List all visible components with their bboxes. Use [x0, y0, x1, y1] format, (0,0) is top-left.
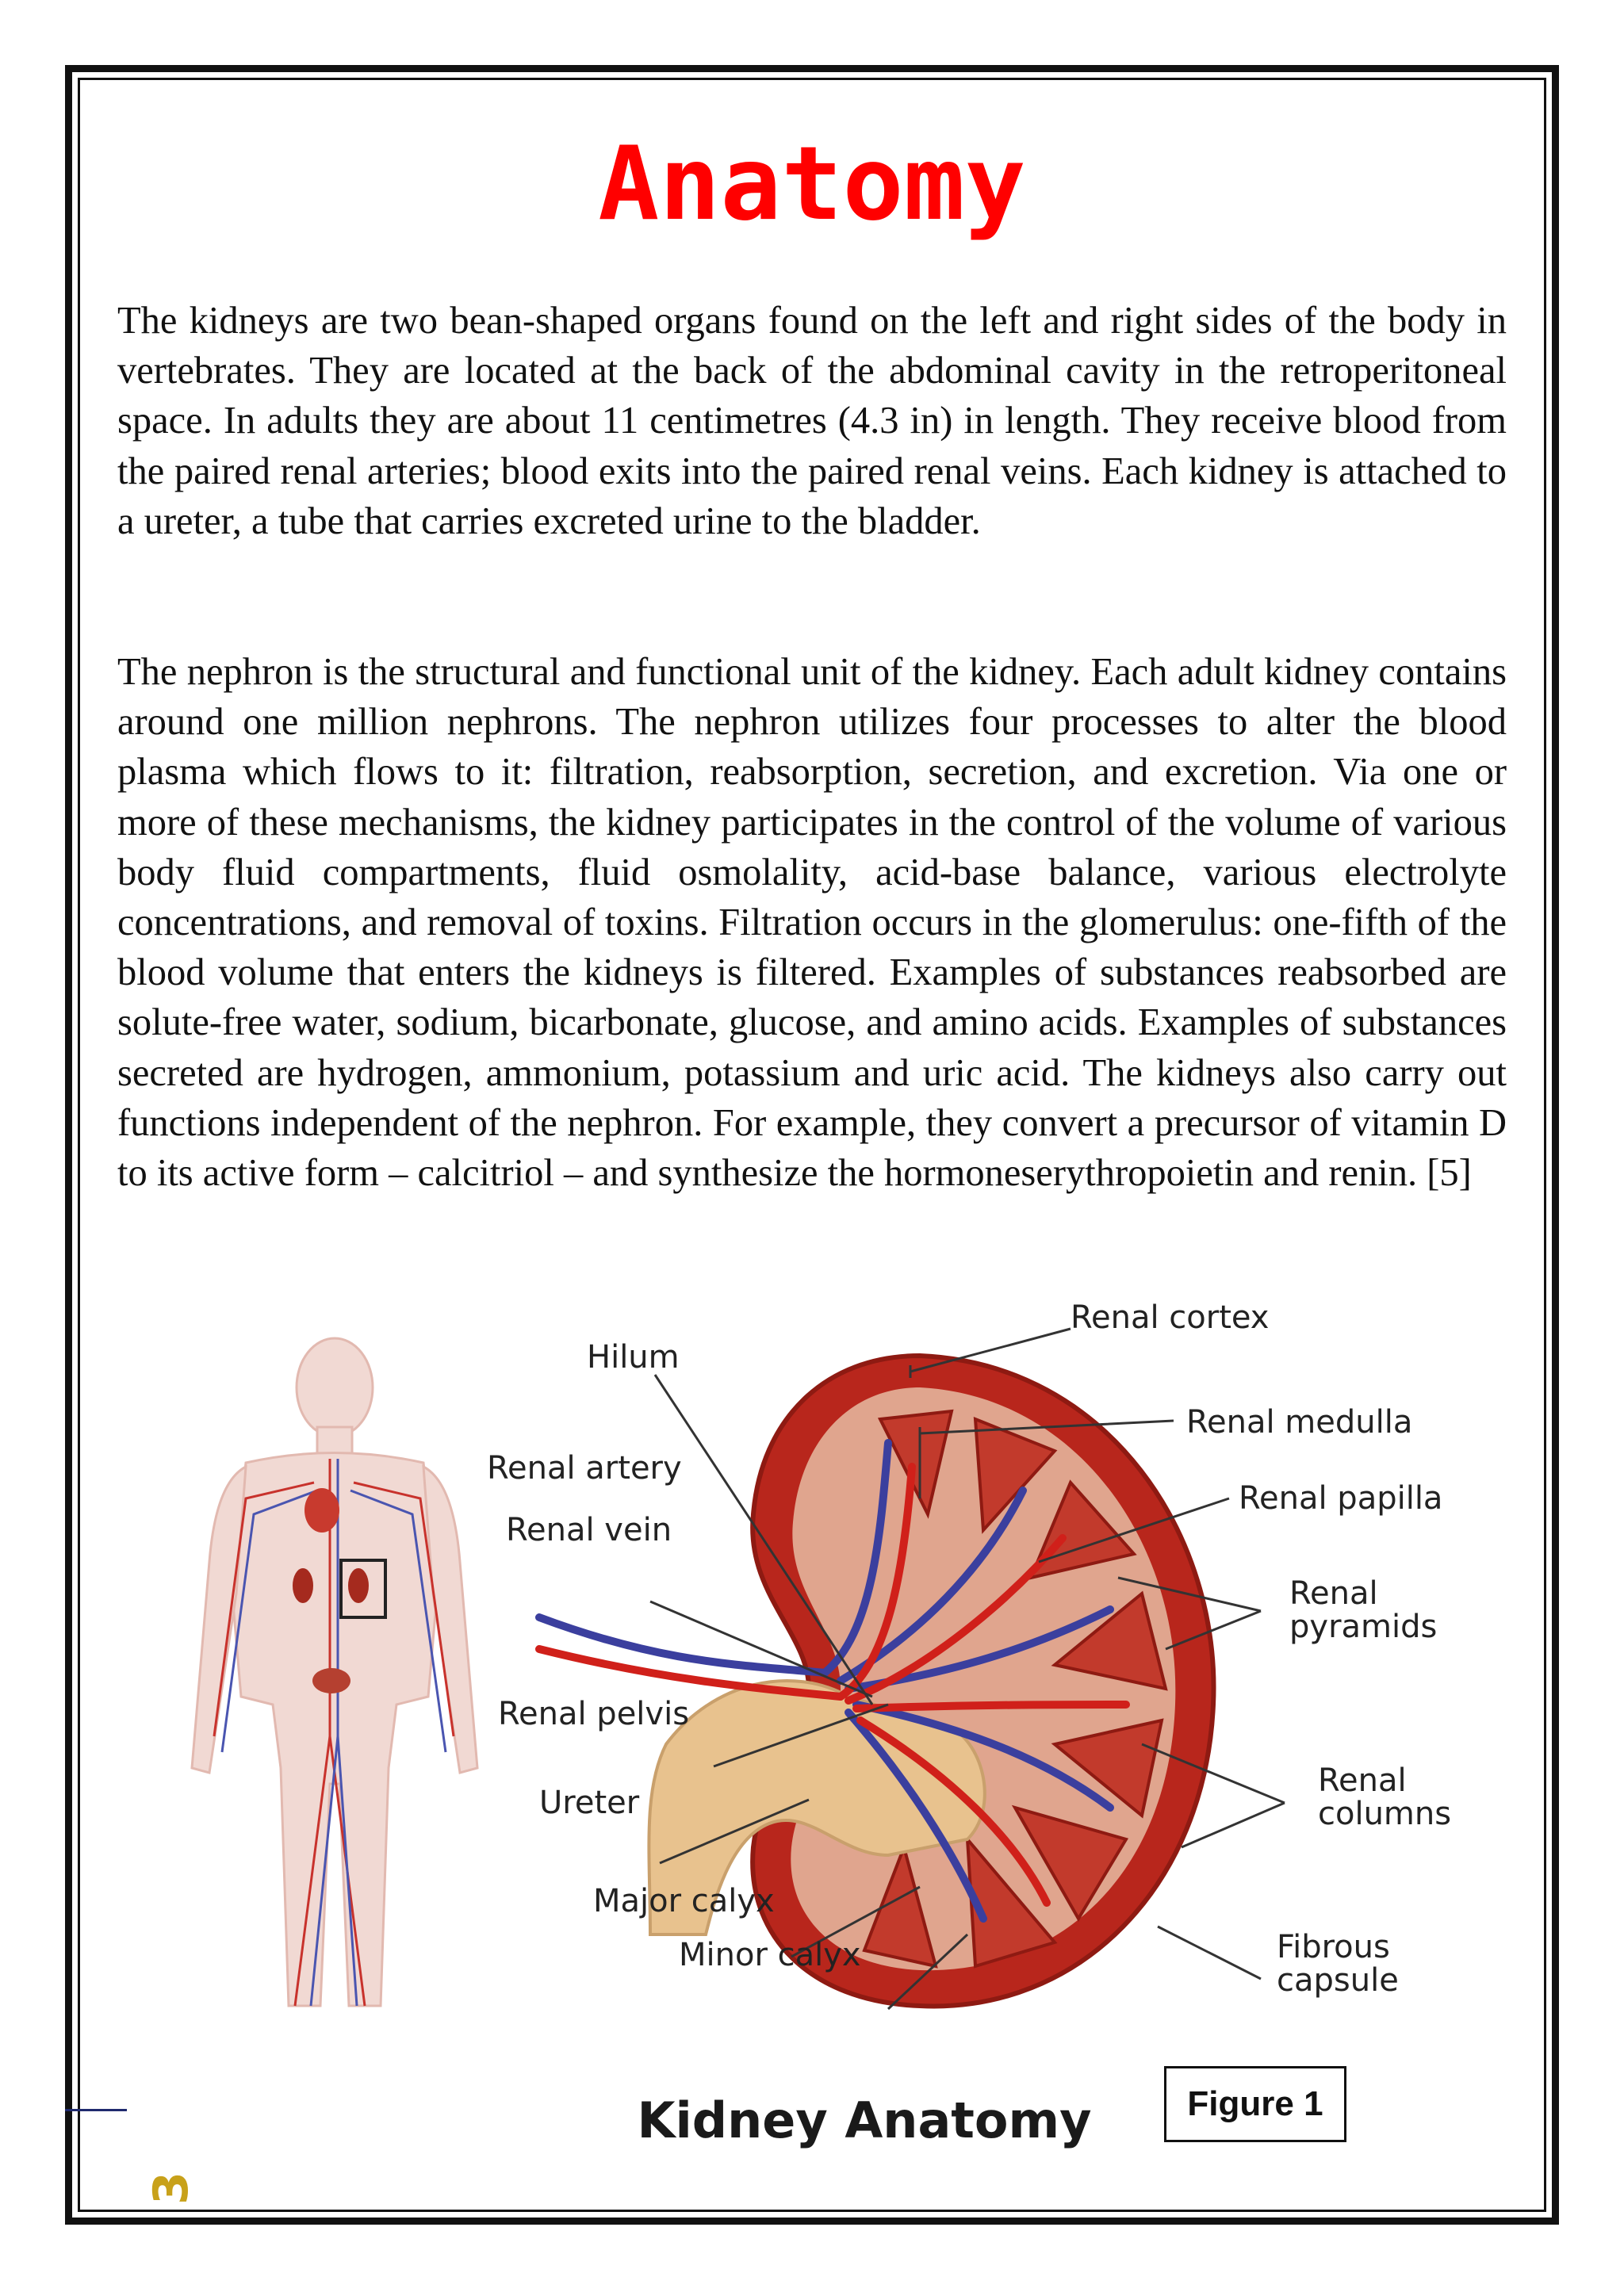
- label-fibrous-capsule-line1: Fibrous: [1277, 1929, 1390, 1965]
- figure-number-box: Figure 1: [1164, 2066, 1346, 2142]
- figure-title: Kidney Anatomy: [637, 2091, 1092, 2149]
- label-renal-pyramids-line1: Renal: [1289, 1575, 1378, 1612]
- label-renal-pelvis: Renal pelvis: [498, 1696, 690, 1732]
- label-fibrous-capsule-line2: capsule: [1277, 1962, 1399, 1999]
- label-hilum: Hilum: [587, 1339, 680, 1376]
- label-renal-papilla: Renal papilla: [1239, 1480, 1443, 1517]
- paragraph-kidneys-intro: The kidneys are two bean-shaped organs found on the left and right sides of the body in vertebrates. They are located at the back of the abdominal cavity in the retroperitoneal space. In adults they are about 11 centimetres (4.3 in) in length. They receive blood from the paired renal arteries; blood exits into the paired renal veins. Each kidney is attached to a ureter, a tube that carries excreted urine to the bladder.: [117, 300, 1507, 542]
- page-title: Anatomy: [598, 125, 1026, 243]
- label-renal-pyramids-line2: pyramids: [1289, 1609, 1438, 1645]
- label-renal-vein: Renal vein: [506, 1512, 672, 1548]
- label-renal-artery: Renal artery: [487, 1450, 682, 1487]
- page-number-rule: [65, 2109, 127, 2111]
- label-renal-medulla: Renal medulla: [1186, 1404, 1413, 1441]
- label-renal-columns-line2: columns: [1318, 1796, 1452, 1832]
- paragraph-nephron: The nephron is the structural and functional unit of the kidney. Each adult kidney contains around one million nephrons. The nephron utilizes four processes to alter the blood plasma which flows to it: filtration, reabsorption, secretion, and excretion. Via one or more of these mechanisms, the kidney participates in the control of the volume of various body fluid compartments, fluid osmolality, acid-base balance, various electrolyte concentrations, and removal of toxins. Filtration occurs in the glomerulus: one-fifth of the blood volume that enters the kidneys is filtered. Examples of substances reabsorbed are solute-free water, sodium, bicarbonate, glucose, and amino acids. Examples of substances secreted are hydrogen, ammonium, potassium and uric acid. The kidneys also carry out functions independent of the nephron. For example, they convert a precursor of vitamin D to its active form – calcitriol – and synthesize the hormoneserythropoietin and renin. [5]: [117, 651, 1507, 1195]
- label-renal-cortex: Renal cortex: [1071, 1299, 1270, 1336]
- page-number: 3: [144, 2172, 199, 2205]
- label-renal-columns-line1: Renal: [1318, 1762, 1407, 1799]
- label-major-calyx: Major calyx: [593, 1883, 775, 1919]
- label-minor-calyx: Minor calyx: [679, 1937, 861, 1973]
- label-ureter: Ureter: [539, 1785, 640, 1821]
